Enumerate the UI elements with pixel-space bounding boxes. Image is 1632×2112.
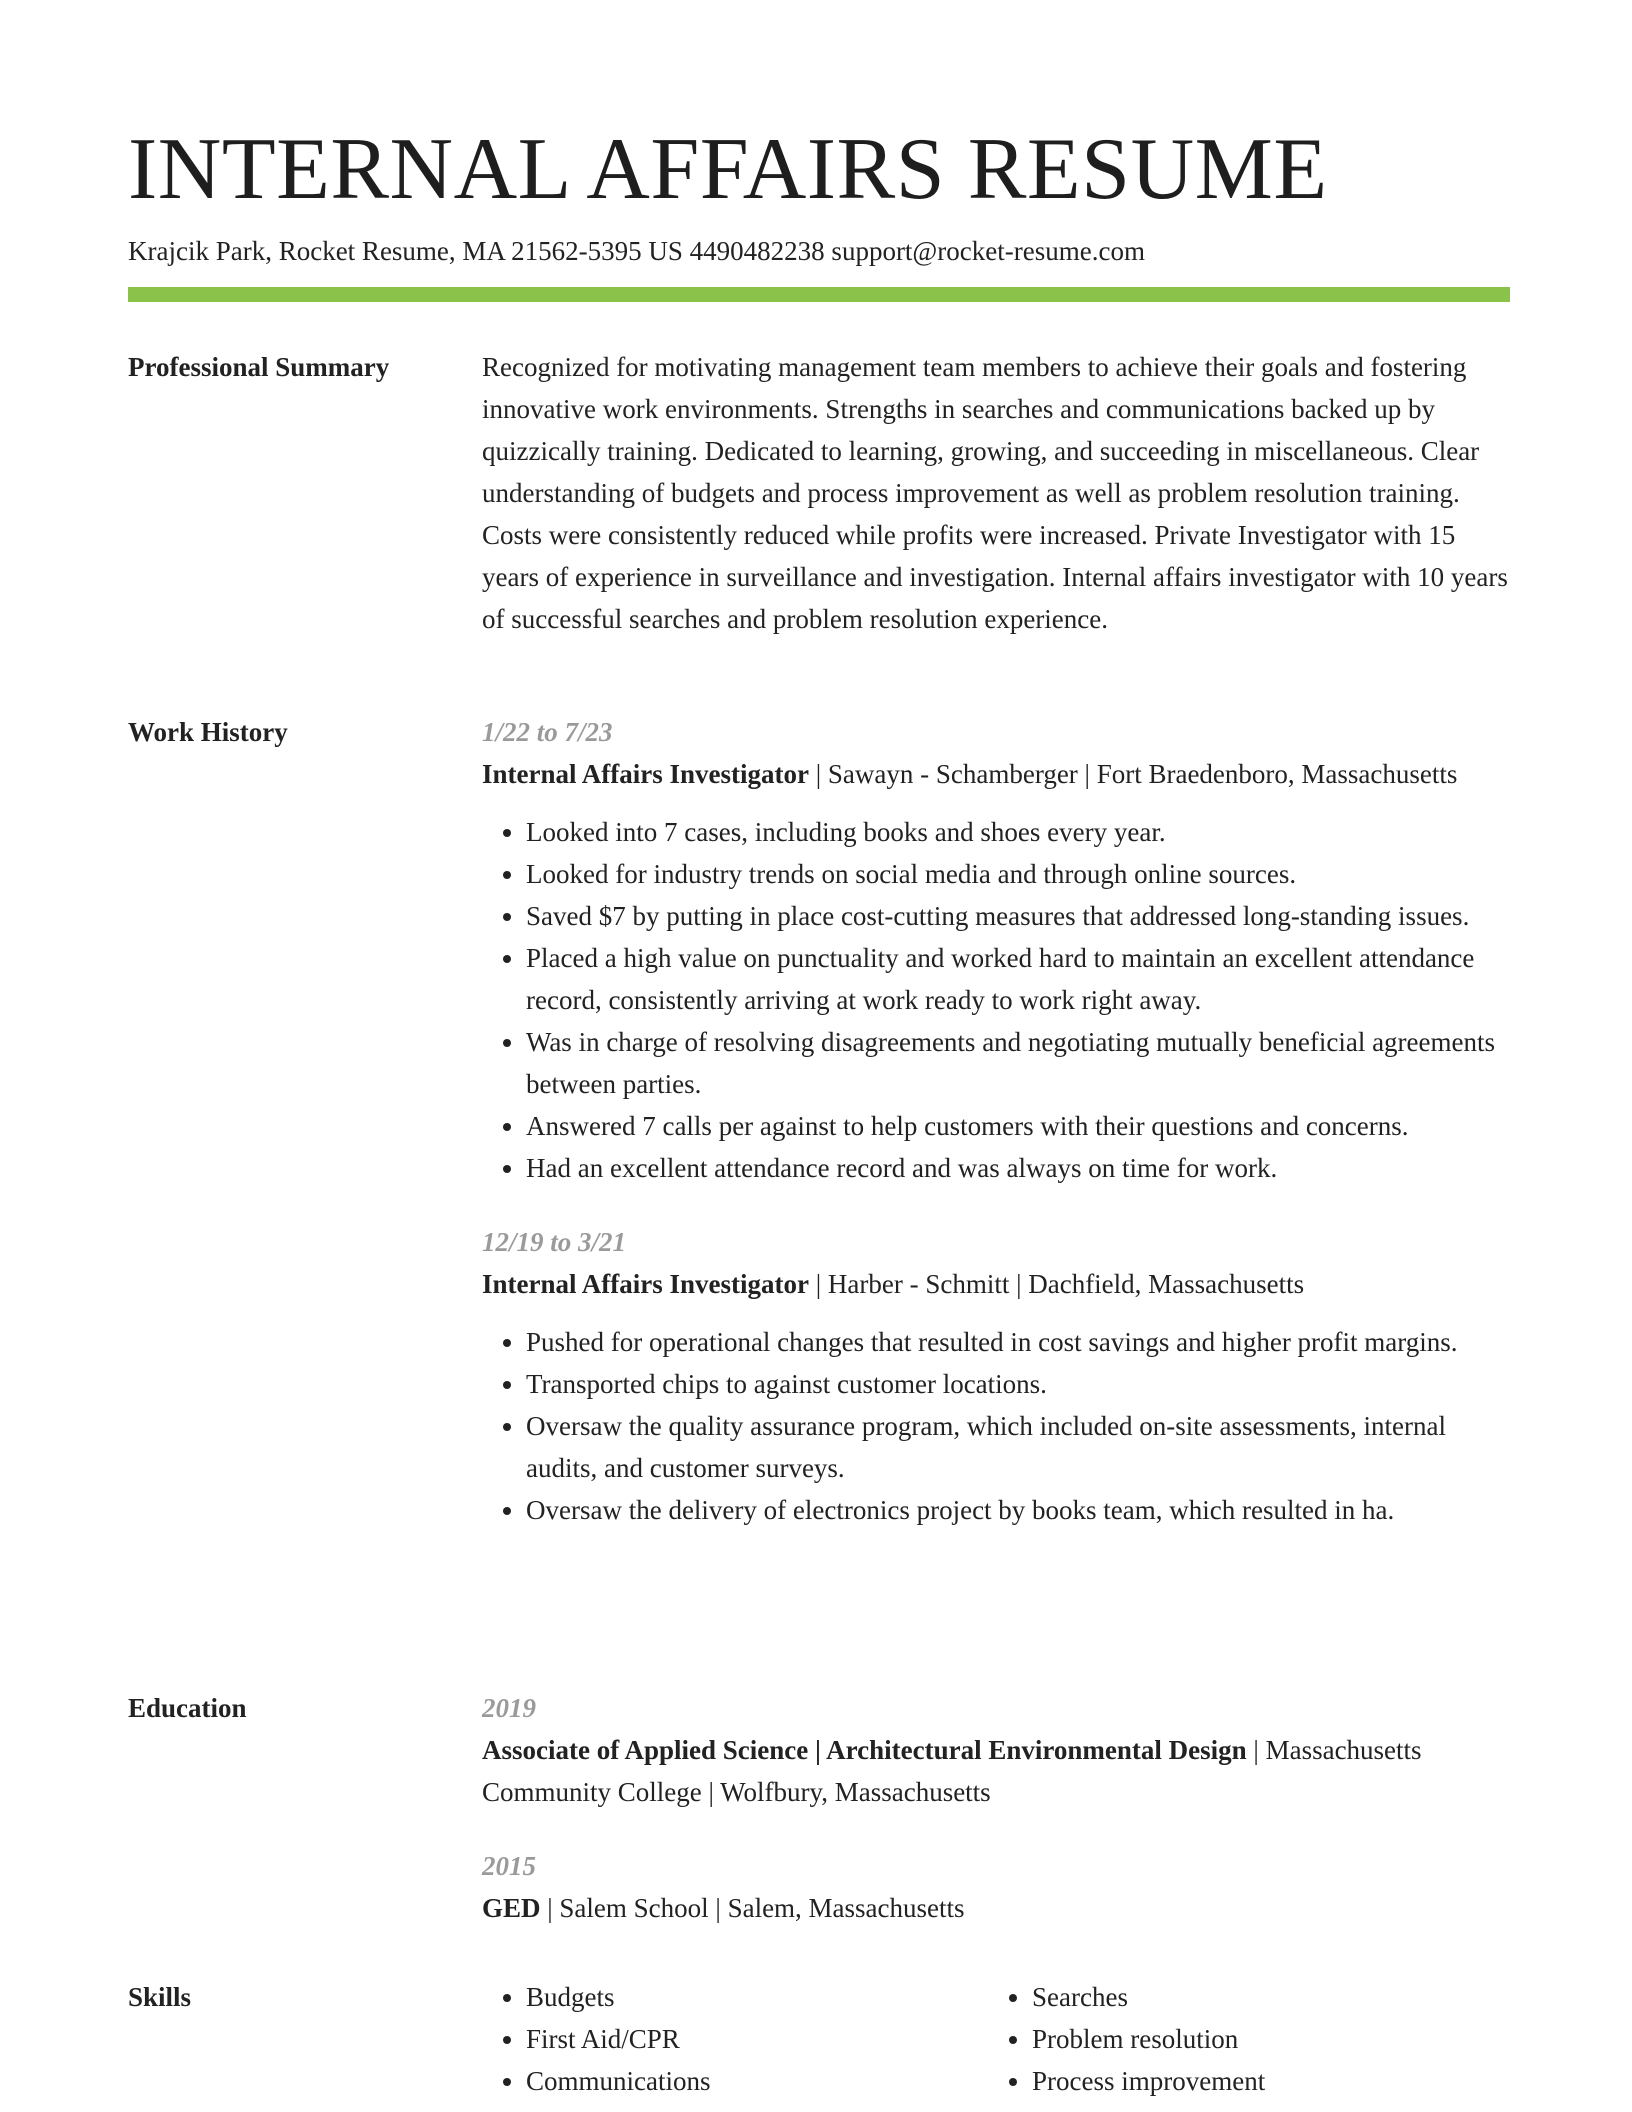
education-degree: GED [482,1893,541,1923]
education-body [482,1687,1510,1929]
summary-text: Recognized for motivating management team members to achieve their goals and fostering innovative work environments. Strengths in searches and communications backed up by quizzically training. Dedicated to learning, growing, and succeeding in miscellaneous. Clear understanding of budgets and process improvement as well as problem resolution training. Costs were consistently reduced while profits were increased. Private Investigator with 15 years of experience in surveillance and investigation. Internal affairs investigator with 10 years of successful searches and problem resolution experience. [482,352,1508,634]
job-title: Internal Affairs Investigator [482,1269,809,1299]
education-details: | Salem School | Salem, Massachusetts [540,1893,965,1923]
education-degree: Associate of Applied Science | Architectural Environmental Design [482,1735,1247,1765]
education-entry [482,1845,1510,1929]
list-item: • Looked into 7 cases, including books and shoes every year. [526,811,1510,853]
job-title: Internal Affairs Investigator [482,759,809,789]
resume-title: INTERNAL AFFAIRS RESUME [128,121,1328,218]
list-item: • Was in charge of resolving disagreements and negotiating mutually beneficial agreements between parties. [526,1021,1510,1105]
education-entry [482,1687,1510,1813]
list-item: • Problem resolution [1032,2018,1494,2060]
skills-columns [482,1976,1510,2102]
job-entry [482,1221,1510,1531]
list-item: • Pushed for operational changes that resulted in cost savings and higher profit margins. [526,1321,1510,1363]
job-bullets [482,811,1510,1189]
job-dates: 12/19 to 3/21 [482,1227,627,1257]
list-item: • Communications [526,2060,988,2102]
job-title-line [482,753,1510,795]
job-title-line [482,1263,1510,1305]
education-line [482,1887,1510,1929]
job-details: | Sawayn - Schamberger | Fort Braedenboro, Massachusetts [808,759,1458,789]
skills-list-right [988,1976,1494,2102]
summary-body [482,346,1510,640]
education-line [482,1729,1510,1813]
list-item: • Saved $7 by putting in place cost-cutting measures that addressed long-standing issues. [526,895,1510,937]
education-details: | Massachusetts Community College | Wolfbury, Massachusetts [482,1735,1422,1807]
education-heading: Education [128,1693,247,1723]
list-item: • Looked for industry trends on social media and through online sources. [526,853,1510,895]
job-dates: 1/22 to 7/23 [482,717,613,747]
education-year: 2015 [482,1851,536,1881]
work-history-body [482,711,1510,1531]
contact-line: Krajcik Park, Rocket Resume, MA 21562-5395 US 4490482238 support@rocket-resume.com [128,236,1145,266]
job-entry [482,711,1510,1189]
education-year: 2019 [482,1693,536,1723]
list-item: • Searches [1032,1976,1494,2018]
list-item: • Transported chips to against customer locations. [526,1363,1510,1405]
summary-heading: Professional Summary [128,352,390,382]
accent-divider [128,287,1510,302]
list-item: • Had an excellent attendance record and was always on time for work. [526,1147,1510,1189]
list-item: • Placed a high value on punctuality and worked hard to maintain an excellent attendance record, consistently arriving at work ready to work right away. [526,937,1510,1021]
list-item: • Budgets [526,1976,988,2018]
list-item: • Process improvement [1032,2060,1494,2102]
skills-heading: Skills [128,1982,192,2012]
list-item: • Oversaw the quality assurance program, which included on-site assessments, internal audits, and customer surveys. [526,1405,1510,1489]
job-details: | Harber - Schmitt | Dachfield, Massachusetts [808,1269,1305,1299]
skills-body [482,1976,1510,2102]
list-item: • Oversaw the delivery of electronics project by books team, which resulted in ha. [526,1489,1510,1531]
job-bullets [482,1321,1510,1531]
list-item: • Answered 7 calls per against to help customers with their questions and concerns. [526,1105,1510,1147]
skills-list-left [482,1976,988,2102]
list-item: • First Aid/CPR [526,2018,988,2060]
work-history-heading: Work History [128,717,288,747]
